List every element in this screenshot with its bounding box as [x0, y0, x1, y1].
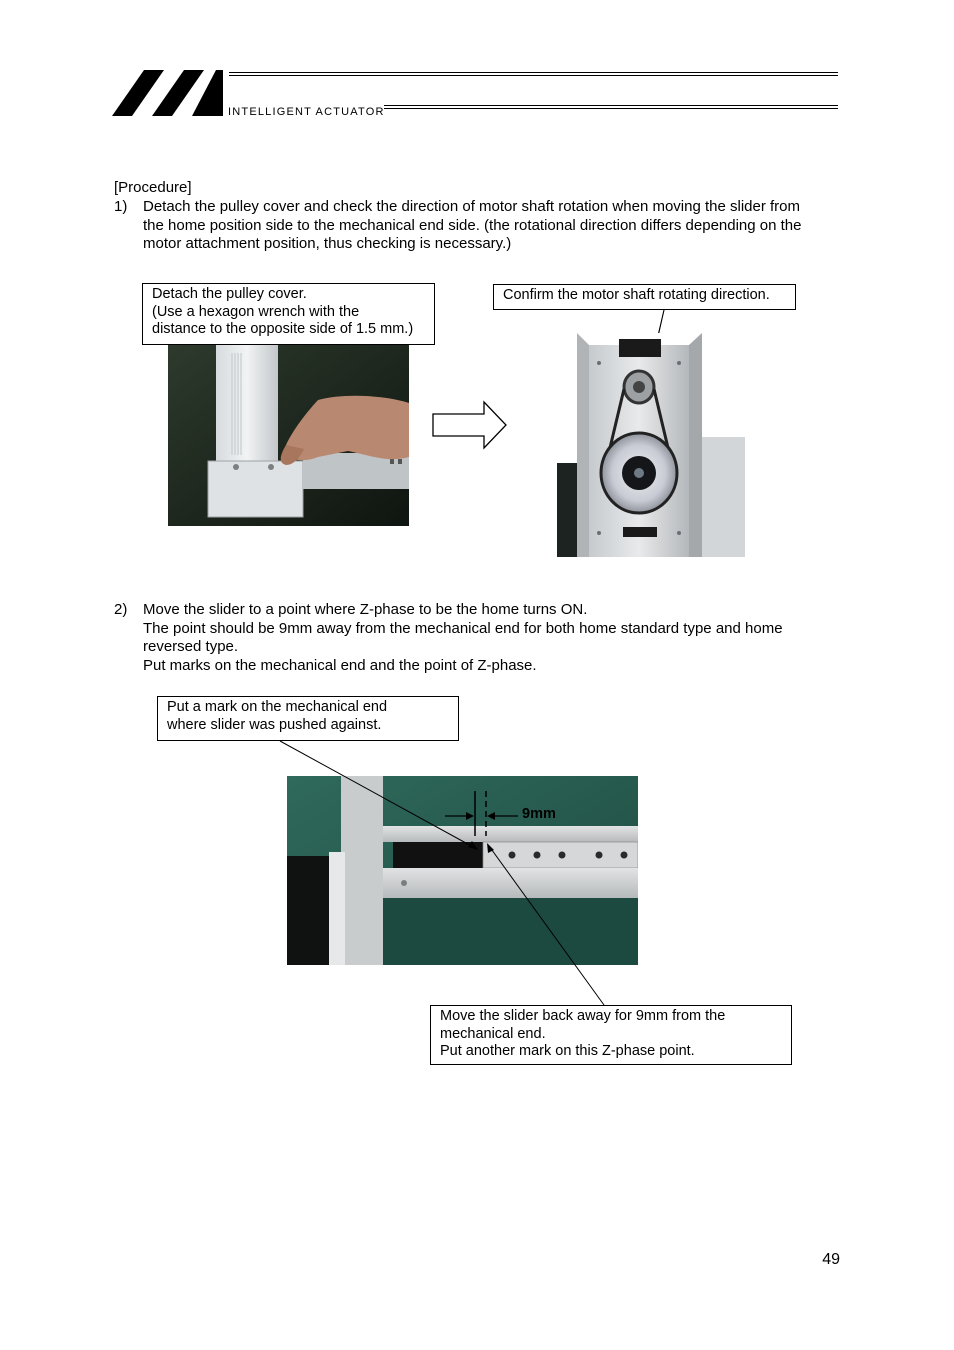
header	[0, 0, 954, 130]
logo-text: INTELLIGENT ACTUATOR	[228, 106, 385, 118]
callout-line: mechanical end.	[440, 1025, 546, 1042]
callout-line: distance to the opposite side of 1.5 mm.)	[152, 321, 414, 337]
step2-line: Put marks on the mechanical end and the point of Z-phase.	[143, 656, 537, 674]
callout-line: Confirm the motor shaft rotating direction.	[503, 287, 770, 303]
step2-line: The point should be 9mm away from the mechanical end for both home standard type and home	[143, 619, 783, 637]
callout-line: Put another mark on this Z-phase point.	[440, 1043, 695, 1059]
procedure-heading: [Procedure]	[114, 179, 192, 196]
photo-motor-pulley	[557, 333, 745, 557]
callout-detach-pulley-cover	[142, 283, 435, 345]
callout-confirm-rotation	[493, 284, 796, 310]
step1-number: 1)	[114, 198, 128, 215]
page-number: 49	[822, 1251, 840, 1268]
iai-logo-mark	[112, 68, 227, 118]
callout-mark-mechanical-end	[157, 696, 459, 741]
callout-line: Move the slider back away for 9mm from the	[440, 1008, 726, 1024]
step2-number: 2)	[114, 601, 128, 618]
step1-line: motor attachment position, thus checking is necessary.)	[143, 235, 512, 252]
callout-line: where slider was pushed against.	[167, 716, 382, 733]
callout-move-slider-back	[430, 1005, 792, 1065]
callout-line: (Use a hexagon wrench with the	[152, 303, 360, 320]
step2-text	[143, 601, 783, 675]
step1-line: the home position side to the mechanical end side. (the rotational direction differs depending on the	[143, 216, 802, 234]
step1-line: Detach the pulley cover and check the direction of motor shaft rotation when moving the slider from	[143, 198, 801, 215]
callout-line: Put a mark on the mechanical end	[167, 699, 388, 715]
right-arrow-icon	[431, 400, 509, 450]
header-rule-bottom	[384, 105, 838, 109]
step2-line: reversed type.	[143, 638, 239, 655]
photo-detach-cover	[168, 345, 409, 526]
callout-line: Detach the pulley cover.	[152, 286, 307, 302]
dimension-label: 9mm	[522, 806, 556, 822]
step2-line: Move the slider to a point where Z-phase to be the home turns ON.	[143, 601, 588, 618]
step1-text	[143, 198, 801, 254]
header-rule-top	[229, 72, 838, 76]
photo-slider-marks	[287, 776, 638, 965]
